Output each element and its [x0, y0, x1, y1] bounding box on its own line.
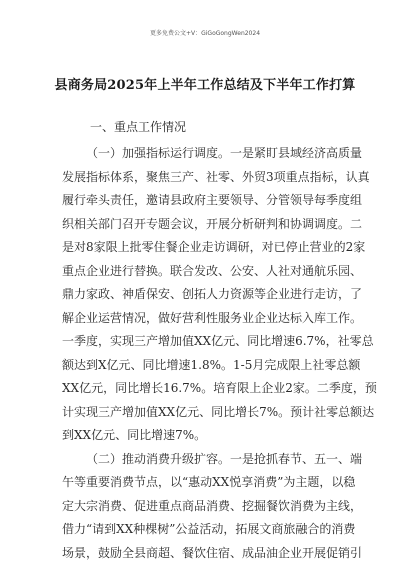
paragraph-line: 解企业运营情况，做好营利性服务业企业达标入库工作。 [62, 310, 363, 325]
paragraph-line: XX亿元，同比增长16.7%。培育限上企业2家。二季度，预 [62, 381, 377, 395]
paragraph-line: 午等重要消费节点，以“惠动XX悦享消费”为主题，以稳 [62, 475, 356, 489]
paragraph-line: （二）推动消费升级扩容。一是抢抓春节、五一、端 [86, 451, 363, 466]
paragraph-line: 织相关部门召开专题会议，开展分析研判和协调调度。二 [62, 216, 363, 231]
document-body [62, 142, 377, 565]
paragraph-1 [62, 142, 377, 448]
paragraph-line: （一）加强指标运行调度。一是紧盯县域经济高质量 [86, 146, 363, 160]
paragraph-line: 场景，鼓励全县商超、餐饮住宿、成品油企业开展促销引 [62, 545, 363, 560]
paragraph-line: 借力“请到XX种棵树”公益活动，拓展文商旅融合的消费 [62, 522, 356, 536]
document-title: 县商务局2025年上半年工作总结及下半年工作打算 [54, 78, 356, 93]
paragraph-line: 到XX亿元、同比增速7%。 [62, 428, 207, 442]
paragraph-line: 一季度，实现三产增加值XX亿元、同比增速6.7%，社零总 [62, 334, 374, 348]
paragraph-line: 重点企业进行替换。联合发改、公安、人社对通航乐园、 [62, 263, 363, 278]
watermark-text: 更多免费公文+V：GiGoGongWen2024 [149, 30, 261, 37]
paragraph-line: 是对8家限上批零住餐企业走访调研，对已停止营业的2家 [62, 240, 366, 254]
section-heading: 一、重点工作情况 [90, 120, 187, 134]
paragraph-line: 鼎力家政、神盾保安、创拓人力资源等企业进行走访，了 [62, 287, 363, 301]
paragraph-line: 履行牵头责任，邀请县政府主要领导、分管领导每季度组 [62, 193, 363, 207]
paragraph-line: 额达到X亿元、同比增速1.8%。1-5月完成限上社零总额 [62, 357, 361, 372]
paragraph-2 [62, 448, 364, 566]
paragraph-line: 定大宗消费、促进重点商品消费、挖掘餐饮消费为主线， [62, 498, 363, 513]
paragraph-line: 计实现三产增加值XX亿元、同比增长7%。预计社零总额达 [62, 404, 375, 419]
paragraph-line: 发展指标体系，聚焦三产、社零、外贸3项重点指标，认真 [62, 169, 370, 184]
